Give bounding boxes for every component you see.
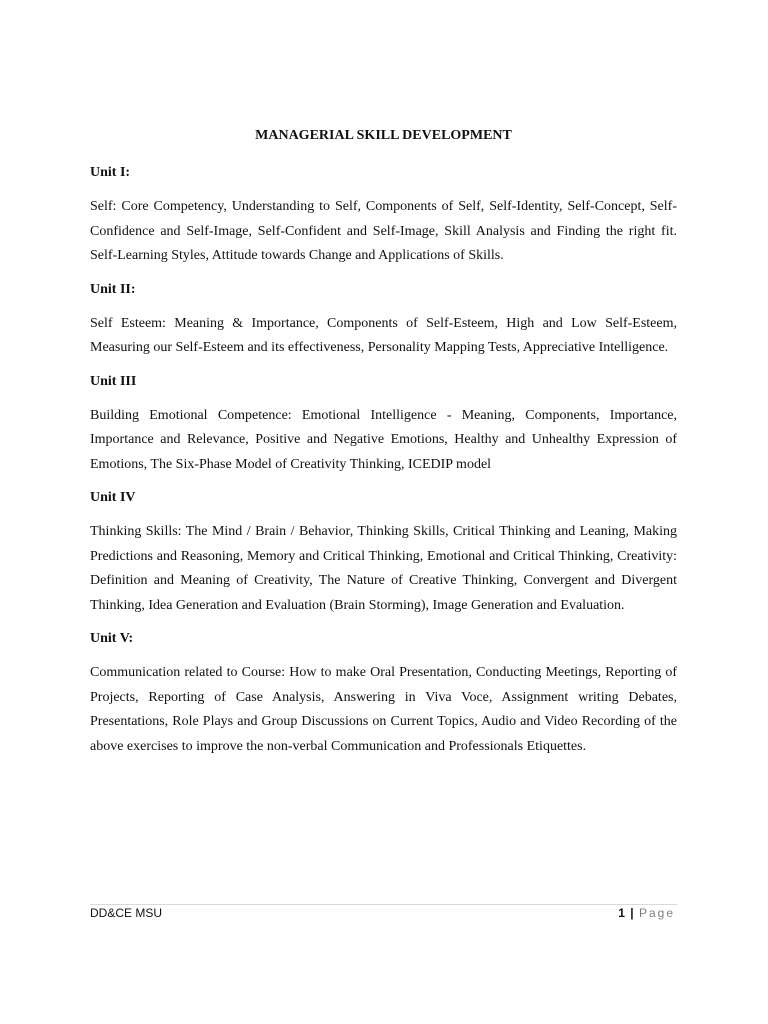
unit-section-3 <box>90 372 677 478</box>
page-separator: | <box>630 906 634 920</box>
unit-body: Thinking Skills: The Mind / Brain / Behavior, Thinking Skills, Critical Thinking and Leaning, Making Predictions and Reasoning, Memory and Critical Thinking, Emotional and Critical Thinking, Creativity: Definition and Meaning of Creativity, The Nature of Creative Thinking, Convergent and Divergent Thinking, Idea Generation and Evaluation (Brain Storming), Image Generation and Evaluation. <box>90 524 677 613</box>
unit-section-2 <box>90 280 677 361</box>
unit-body: Self: Core Competency, Understanding to Self, Components of Self, Self-Identity, Self-Concept, Self-Confidence and Self-Image, Self-Confident and Self-Image, Skill Analysis and Finding the right fit. Self-Learning Styles, Attitude towards Change and Applications of Skills. <box>90 199 677 263</box>
unit-heading: Unit V: <box>90 631 134 646</box>
page-number: 1 <box>618 906 625 920</box>
unit-section-4 <box>90 488 677 618</box>
unit-heading: Unit I: <box>90 165 131 180</box>
unit-heading: Unit III <box>90 373 137 389</box>
page-label: Page <box>638 906 675 920</box>
unit-body: Building Emotional Competence: Emotional Intelligence - Meaning, Components, Importance, Importance and Relevance, Positive and Negative Emotions, Healthy and Unhealthy Expression of Emotions, The Six-Phase Model of Creativity Thinking, ICEDIP model <box>90 407 677 472</box>
unit-heading: Unit IV <box>90 490 136 505</box>
footer-page-indicator <box>618 906 675 920</box>
document-title: MANAGERIAL SKILL DEVELOPMENT <box>255 128 512 143</box>
unit-heading: Unit II: <box>90 281 136 297</box>
unit-body: Self Esteem: Meaning & Importance, Components of Self-Esteem, High and Low Self-Esteem, Measuring our Self-Esteem and its effectiveness, Personality Mapping Tests, Appreciative Intelligence. <box>90 315 677 355</box>
unit-body: Communication related to Course: How to make Oral Presentation, Conducting Meetings, Reporting of Projects, Reporting of Case Analysis, Answering in Viva Voce, Assignment writing Debates, Presentations, Role Plays and Group Discussions on Current Topics, Audio and Video Recording of the above exercises to improve the non-verbal Communication and Professionals Etiquettes. <box>90 665 677 754</box>
unit-section-1 <box>90 163 677 269</box>
document-content <box>90 126 677 770</box>
footer-divider <box>90 904 677 905</box>
page-footer <box>90 906 677 924</box>
footer-institution-label: DD&CE MSU <box>90 906 163 920</box>
unit-section-5 <box>90 629 677 759</box>
